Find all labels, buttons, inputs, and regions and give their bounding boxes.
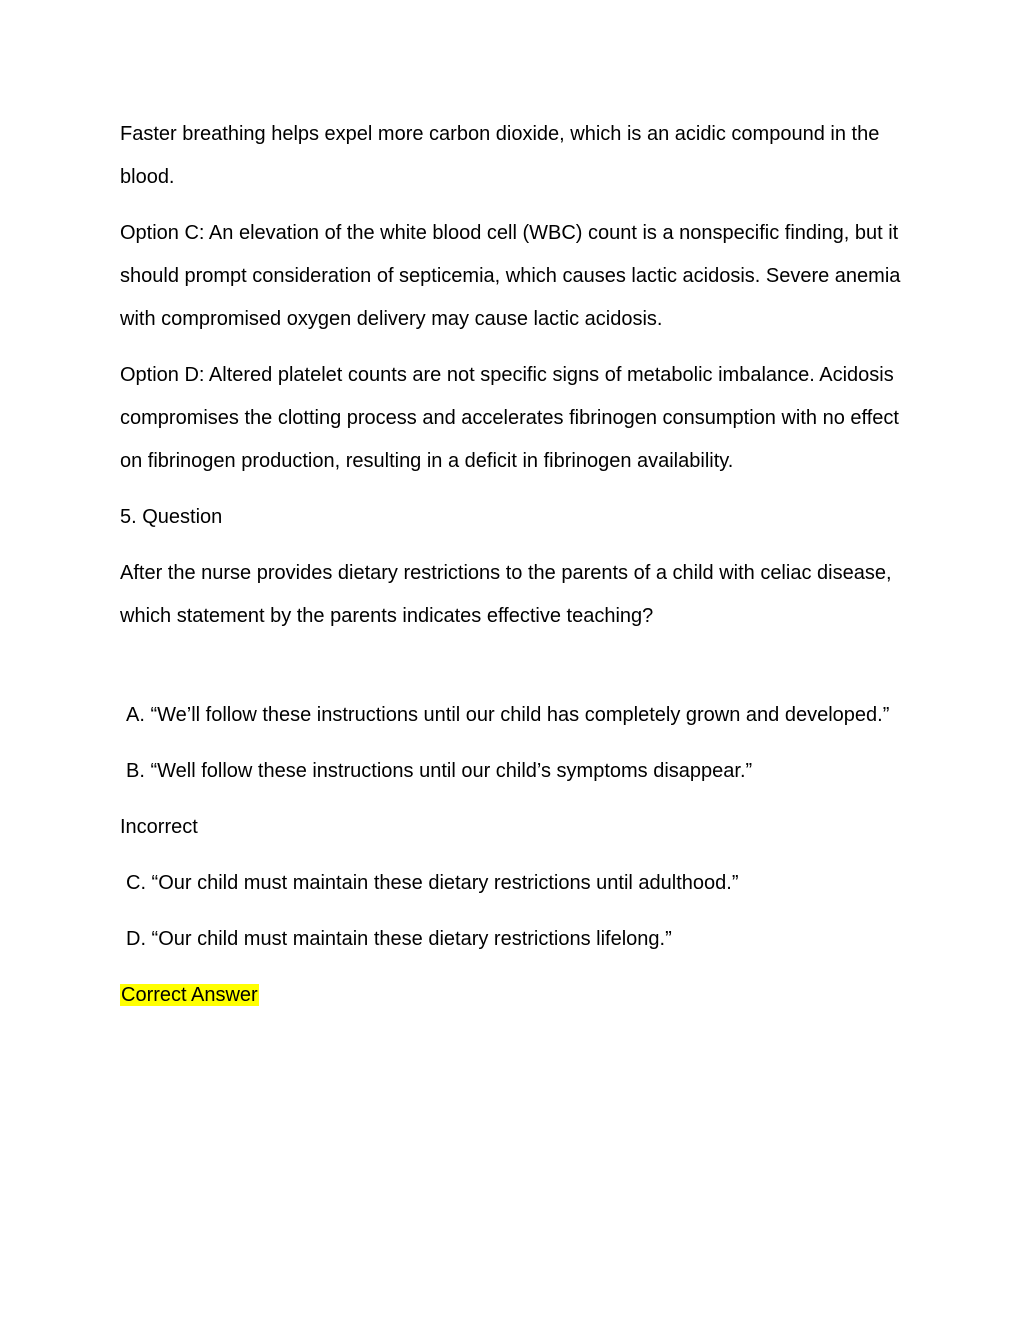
spacer: [120, 651, 910, 694]
explanation-paragraph-breathing: Faster breathing helps expel more carbon dioxide, which is an acidic compound in the blood.: [120, 123, 880, 188]
answer-option-c: C. “Our child must maintain these dietary restrictions until adulthood.”: [126, 872, 739, 894]
document-body: [120, 113, 910, 1030]
explanation-option-c: Option C: An elevation of the white blood cell (WBC) count is a nonspecific finding, but it should prompt consideration of septicemia, which causes lactic acidosis. Severe anemia with compromised oxygen delivery may cause lactic acidosis.: [120, 222, 901, 330]
answer-option-b: B. “Well follow these instructions until our child’s symptoms disappear.”: [126, 760, 753, 782]
explanation-option-d: Option D: Altered platelet counts are not specific signs of metabolic imbalance. Acidosis compromises the clotting process and accelerates fibrinogen consumption with no effect on fibrinogen production, resulting in a deficit in fibrinogen availability.: [120, 364, 899, 472]
correct-answer-line: [120, 974, 910, 1017]
correct-answer-highlight: Correct Answer: [121, 984, 258, 1006]
question-text: After the nurse provides dietary restrictions to the parents of a child with celiac disease, which statement by the parents indicates effective teaching?: [120, 562, 892, 627]
question-heading: 5. Question: [120, 506, 223, 528]
answer-option-d: D. “Our child must maintain these dietary restrictions lifelong.”: [126, 928, 672, 950]
incorrect-label: Incorrect: [120, 816, 198, 838]
answer-option-a: A. “We’ll follow these instructions until our child has completely grown and developed.”: [126, 704, 890, 726]
